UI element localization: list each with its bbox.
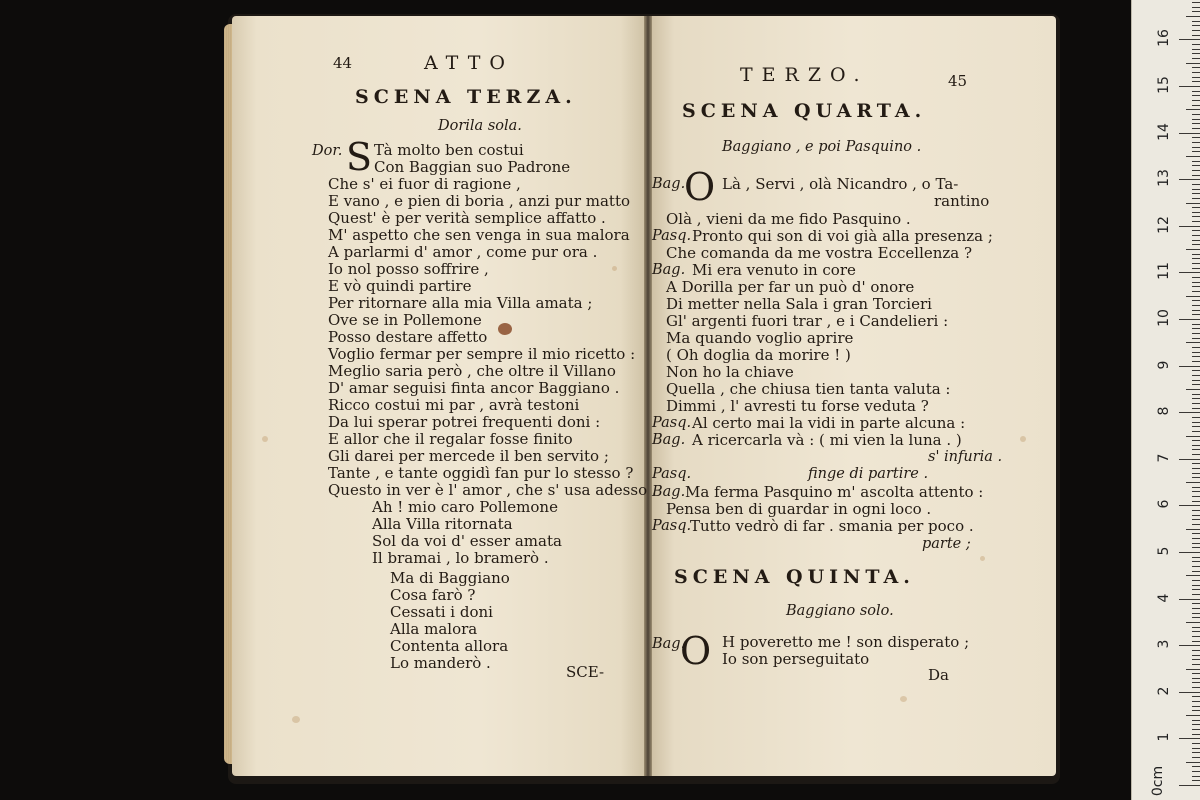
ruler-number: 13 <box>1156 169 1172 188</box>
ruler-number: 3 <box>1156 639 1172 649</box>
verse-line: Ove se in Pollemone <box>328 311 482 329</box>
ruler-tick <box>1179 785 1200 786</box>
pasq-speaker: Pasq. <box>652 466 692 482</box>
ruler-tick <box>1192 91 1200 92</box>
ruler-tick <box>1192 547 1200 548</box>
ruler-tick <box>1186 436 1200 437</box>
ruler-tick <box>1192 198 1200 199</box>
ruler-tick <box>1192 49 1200 50</box>
ruler-tick <box>1192 580 1200 581</box>
ruler-tick <box>1179 552 1200 553</box>
ruler-number: 8 <box>1156 406 1172 416</box>
ruler-tick <box>1192 2 1200 3</box>
song-line: Alla Villa ritornata <box>372 515 513 533</box>
ruler-tick <box>1192 627 1200 628</box>
ruler-number: 5 <box>1156 546 1172 556</box>
ruler-tick <box>1186 622 1200 623</box>
ruler-tick <box>1192 67 1200 68</box>
ruler-tick <box>1192 608 1200 609</box>
verse-line: Meglio saria però , che oltre il Villano <box>328 362 616 380</box>
ruler-tick <box>1192 538 1200 539</box>
ruler-unit-label: 0cm <box>1150 765 1166 797</box>
ruler-tick <box>1192 641 1200 642</box>
ruler-tick <box>1179 412 1200 413</box>
speaker-label: Bag. <box>652 262 686 278</box>
ruler-tick <box>1186 63 1200 64</box>
verse-line: Posso destare affetto <box>328 328 488 346</box>
ruler-tick <box>1192 137 1200 138</box>
left-scene-title: SCENA TERZA. <box>355 86 577 108</box>
ruler-tick <box>1186 16 1200 17</box>
pasq-speaker-3: Pasq. <box>652 518 692 534</box>
ruler-tick <box>1192 571 1200 572</box>
dialogue-line: Al certo mai la vidi in parte alcuna : <box>692 414 966 432</box>
right-stage-direction-2: Baggiano solo. <box>786 603 894 619</box>
ruler-tick <box>1179 505 1200 506</box>
verse-line: Che s' ei fuor di ragione , <box>328 175 521 193</box>
ruler-tick <box>1192 682 1200 683</box>
dialogue-line: Quella , che chiusa tien tanta valuta : <box>666 380 951 398</box>
pasq-line-3: Tutto vedrò di far . smania per poco . <box>690 517 974 535</box>
ruler-tick <box>1192 394 1200 395</box>
ruler-tick <box>1186 669 1200 670</box>
ruler-tick <box>1192 314 1200 315</box>
ruler-tick <box>1192 35 1200 36</box>
left-catchword: SCE- <box>566 663 605 681</box>
ruler-tick <box>1192 771 1200 772</box>
ruler-tick <box>1186 762 1200 763</box>
song-line: Sol da voi d' esser amata <box>372 532 562 550</box>
ruler-tick <box>1192 7 1200 8</box>
ruler-tick <box>1192 603 1200 604</box>
ruler-tick <box>1192 142 1200 143</box>
ruler-tick <box>1192 263 1200 264</box>
ruler-tick <box>1192 184 1200 185</box>
ruler-tick <box>1192 496 1200 497</box>
ruler-tick <box>1192 678 1200 679</box>
ruler-tick <box>1192 207 1200 208</box>
bag-line-2: Ma ferma Pasquino m' ascolta attento : <box>685 483 984 501</box>
right-stage-direction: Baggiano , e poi Pasquino . <box>722 139 922 155</box>
song-line: Cessati i doni <box>390 603 493 621</box>
verse-line: A parlarmi d' amor , come pur ora . <box>328 243 598 261</box>
ruler-tick <box>1186 296 1200 297</box>
ruler-number: 4 <box>1156 593 1172 603</box>
ruler-tick <box>1192 44 1200 45</box>
verse-line: Questo in ver è l' amor , che s' usa adesso . <box>328 481 657 499</box>
ruler-tick <box>1192 114 1200 115</box>
ruler-tick <box>1192 585 1200 586</box>
bag-speaker-2: Bag. <box>652 484 686 500</box>
dialogue-line: ( Oh doglia da morire ! ) <box>666 346 851 364</box>
ruler-tick <box>1179 39 1200 40</box>
ruler-tick <box>1192 426 1200 427</box>
song-line: Ah ! mio caro Pollemone <box>372 498 558 516</box>
ruler-tick <box>1192 659 1200 660</box>
ruler-tick <box>1192 105 1200 106</box>
ruler-number: 7 <box>1156 453 1172 463</box>
right-scene-title-2: SCENA QUINTA. <box>674 566 915 588</box>
ruler-tick <box>1192 170 1200 171</box>
ruler-tick <box>1192 701 1200 702</box>
ruler-tick <box>1192 743 1200 744</box>
ruler-tick <box>1192 119 1200 120</box>
ruler-tick <box>1192 533 1200 534</box>
dialogue-line: A Dorilla per far un può d' onore <box>666 278 915 296</box>
verse-line: Io nol posso soffrire , <box>328 260 489 278</box>
ruler-tick <box>1192 310 1200 311</box>
ruler-tick <box>1192 696 1200 697</box>
ruler-tick <box>1192 710 1200 711</box>
ruler-tick <box>1179 226 1200 227</box>
ruler-tick <box>1186 389 1200 390</box>
final-speaker: Bag. <box>652 636 686 652</box>
left-page-number: 44 <box>333 54 353 72</box>
ruler-tick <box>1186 249 1200 250</box>
ruler-tick <box>1192 780 1200 781</box>
ruler-tick <box>1192 25 1200 26</box>
ruler-tick <box>1192 445 1200 446</box>
ruler-tick <box>1192 650 1200 651</box>
ruler-tick <box>1179 86 1200 87</box>
ruler-tick <box>1186 529 1200 530</box>
ruler-tick <box>1192 543 1200 544</box>
dialogue-line: Mi era venuto in core <box>692 261 856 279</box>
ruler-tick <box>1192 757 1200 758</box>
ruler-tick <box>1192 720 1200 721</box>
ruler-tick <box>1192 268 1200 269</box>
ruler-tick <box>1192 347 1200 348</box>
ruler-tick <box>1192 305 1200 306</box>
ruler-tick <box>1192 189 1200 190</box>
ruler-tick <box>1192 161 1200 162</box>
verse-line: E vano , e pien di boria , anzi pur matto <box>328 192 631 210</box>
ruler-number: 15 <box>1156 76 1172 94</box>
ruler-tick <box>1192 417 1200 418</box>
ruler-tick <box>1192 286 1200 287</box>
ruler-number: 11 <box>1156 262 1172 281</box>
gutter <box>644 16 652 776</box>
ruler-tick <box>1192 328 1200 329</box>
ruler-tick <box>1192 95 1200 96</box>
ruler-number: 6 <box>1156 499 1172 509</box>
verse-line: Voglio fermar per sempre il mio ricetto : <box>328 345 636 363</box>
ruler-tick <box>1192 636 1200 637</box>
ruler-tick <box>1192 338 1200 339</box>
right-running-head: TERZO. <box>740 64 869 86</box>
ruler-tick <box>1192 776 1200 777</box>
ruler-tick <box>1192 128 1200 129</box>
ruler-tick <box>1192 519 1200 520</box>
ruler-tick <box>1192 375 1200 376</box>
ruler-number: 12 <box>1156 215 1172 234</box>
ruler-tick <box>1179 179 1200 180</box>
ruler-tick <box>1192 361 1200 362</box>
ruler-tick <box>1192 235 1200 236</box>
ruler-tick <box>1192 212 1200 213</box>
ruler-tick <box>1192 449 1200 450</box>
right-scene-title: SCENA QUARTA. <box>682 100 927 122</box>
song-line: Lo manderò . <box>390 654 491 672</box>
verse-line: Ricco costui mi par , avrà testoni <box>328 396 580 414</box>
ruler-tick <box>1192 748 1200 749</box>
ruler-tick <box>1192 193 1200 194</box>
final-line-2: Io son perseguitato <box>722 650 870 668</box>
ruler-tick <box>1192 72 1200 73</box>
ruler-tick <box>1186 482 1200 483</box>
bag-line-2b: Pensa ben di guardar in ogni loco . <box>666 500 932 518</box>
ruler-number: 14 <box>1156 122 1172 141</box>
verse-line: Quest' è per verità semplice affatto . <box>328 209 606 227</box>
ruler-number: 1 <box>1156 732 1172 742</box>
ruler-tick <box>1192 631 1200 632</box>
ruler-tick <box>1186 156 1200 157</box>
right-drop-cap: O <box>684 165 716 209</box>
song-line: Contenta allora <box>390 637 509 655</box>
ruler-tick <box>1192 300 1200 301</box>
ruler-tick <box>1186 342 1200 343</box>
ruler-tick <box>1192 487 1200 488</box>
speaker-label: Bag. <box>652 176 686 192</box>
ruler-tick <box>1192 468 1200 469</box>
final-line-1: H poveretto me ! son disperato ; <box>722 633 970 651</box>
ruler-tick <box>1192 729 1200 730</box>
dialogue-line: Ma quando voglio aprire <box>666 329 854 347</box>
ruler-tick <box>1192 501 1200 502</box>
ruler-tick <box>1179 599 1200 600</box>
aside-infuria: s' infuria . <box>928 449 1003 465</box>
ink-stain <box>498 323 512 335</box>
ruler-tick <box>1192 11 1200 12</box>
ruler-tick <box>1192 151 1200 152</box>
speaker-label: Pasq. <box>652 415 692 431</box>
ruler-tick <box>1192 123 1200 124</box>
ruler-tick <box>1192 655 1200 656</box>
ruler-tick <box>1192 706 1200 707</box>
ruler-number: 9 <box>1156 360 1172 370</box>
ruler-tick <box>1192 613 1200 614</box>
ruler-tick <box>1192 324 1200 325</box>
ruler-number: 2 <box>1156 686 1172 696</box>
ruler-tick <box>1192 510 1200 511</box>
ruler-tick <box>1186 715 1200 716</box>
ruler-tick <box>1192 515 1200 516</box>
ruler-tick <box>1179 133 1200 134</box>
ruler-tick <box>1186 109 1200 110</box>
ruler-tick <box>1192 524 1200 525</box>
left-speaker: Dor. <box>312 143 343 159</box>
ruler-tick <box>1192 454 1200 455</box>
ruler-tick <box>1192 440 1200 441</box>
ruler-tick <box>1192 687 1200 688</box>
verse-line: M' aspetto che sen venga in sua malora <box>328 226 630 244</box>
dialogue-line: A ricercarla và : ( mi vien la luna . ) <box>692 431 962 449</box>
verse-line: D' amar seguisi finta ancor Baggiano . <box>328 379 620 397</box>
measurement-ruler <box>1131 0 1200 800</box>
ruler-tick <box>1192 21 1200 22</box>
ruler-tick <box>1192 594 1200 595</box>
ruler-tick <box>1179 459 1200 460</box>
ruler-tick <box>1192 617 1200 618</box>
final-drop-cap: O <box>680 629 712 673</box>
ruler-tick <box>1192 356 1200 357</box>
ruler-tick <box>1192 277 1200 278</box>
dialogue-line: Olà , vieni da me fido Pasquino . <box>666 210 911 228</box>
dialogue-line: Non ho la chiave <box>666 363 794 381</box>
ruler-tick <box>1192 477 1200 478</box>
ruler-tick <box>1192 282 1200 283</box>
dialogue-line: Là , Servi , olà Nicandro , o Ta- <box>722 175 959 193</box>
ruler-tick <box>1179 319 1200 320</box>
ruler-tick <box>1192 53 1200 54</box>
right-page-number: 45 <box>948 72 968 90</box>
ruler-tick <box>1192 370 1200 371</box>
ruler-tick <box>1192 58 1200 59</box>
pasq-direction: finge di partire . <box>808 466 929 482</box>
left-drop-cap: S <box>346 135 373 179</box>
right-catchword: Da <box>928 666 949 684</box>
ruler-tick <box>1192 175 1200 176</box>
ruler-tick <box>1192 766 1200 767</box>
ruler-tick <box>1186 575 1200 576</box>
ruler-tick <box>1192 734 1200 735</box>
ruler-tick <box>1179 692 1200 693</box>
left-stage-direction: Dorila sola. <box>438 118 522 134</box>
ruler-number: 16 <box>1156 29 1172 48</box>
ruler-tick <box>1192 408 1200 409</box>
ruler-tick <box>1192 557 1200 558</box>
song-line: Cosa farò ? <box>390 586 476 604</box>
ruler-tick <box>1192 100 1200 101</box>
parte-direction: parte ; <box>922 536 971 552</box>
ruler-tick <box>1192 380 1200 381</box>
speaker-label: Pasq. <box>652 228 692 244</box>
ruler-tick <box>1192 244 1200 245</box>
ruler-tick <box>1186 203 1200 204</box>
verse-line: Con Baggian suo Padrone <box>374 158 571 176</box>
song-line: Il bramai , lo bramerò . <box>372 549 549 567</box>
ruler-tick <box>1192 216 1200 217</box>
ruler-tick <box>1192 673 1200 674</box>
song-line: Alla malora <box>390 620 478 638</box>
speaker-label: Bag. <box>652 432 686 448</box>
dialogue-line: Che comanda da me vostra Eccellenza ? <box>666 244 973 262</box>
dialogue-line: Di metter nella Sala i gran Torcieri <box>666 295 932 313</box>
song-line: Ma di Baggiano <box>390 569 510 587</box>
ruler-tick <box>1192 352 1200 353</box>
ruler-tick <box>1192 165 1200 166</box>
ruler-tick <box>1192 221 1200 222</box>
verse-line: Tà molto ben costui <box>374 141 524 159</box>
ruler-tick <box>1192 473 1200 474</box>
verse-line: Per ritornare alla mia Villa amata ; <box>328 294 593 312</box>
dialogue-line: Gl' argenti fuori trar , e i Candelieri : <box>666 312 949 330</box>
ruler-tick <box>1192 403 1200 404</box>
left-running-head: ATTO <box>424 52 514 74</box>
ruler-tick <box>1192 77 1200 78</box>
ruler-tick <box>1179 645 1200 646</box>
ruler-tick <box>1192 384 1200 385</box>
dialogue-line: Dimmi , l' avresti tu forse veduta ? <box>666 397 929 415</box>
ruler-number: 10 <box>1156 309 1172 327</box>
ruler-tick <box>1179 272 1200 273</box>
ruler-tick <box>1192 752 1200 753</box>
dialogue-line: rantino <box>934 192 990 210</box>
ruler-tick <box>1192 30 1200 31</box>
ruler-tick <box>1192 81 1200 82</box>
ruler-tick <box>1192 422 1200 423</box>
ruler-tick <box>1192 566 1200 567</box>
ruler-tick <box>1192 589 1200 590</box>
ruler-tick <box>1192 664 1200 665</box>
ruler-tick <box>1192 491 1200 492</box>
ruler-tick <box>1192 147 1200 148</box>
verse-line: E vò quindi partire <box>328 277 472 295</box>
ruler-tick <box>1192 291 1200 292</box>
ruler-tick <box>1192 561 1200 562</box>
ruler-tick <box>1192 230 1200 231</box>
verse-line: Tante , e tante oggidì fan pur lo stesso ? <box>328 464 634 482</box>
ruler-tick <box>1179 738 1200 739</box>
ruler-tick <box>1192 254 1200 255</box>
ruler-tick <box>1192 463 1200 464</box>
ruler-tick <box>1192 240 1200 241</box>
ruler-tick <box>1192 431 1200 432</box>
ruler-tick <box>1192 724 1200 725</box>
verse-line: E allor che il regalar fosse finito <box>328 430 573 448</box>
verse-line: Gli darei per mercede il ben servito ; <box>328 447 609 465</box>
ruler-tick <box>1192 398 1200 399</box>
ruler-tick <box>1192 258 1200 259</box>
ruler-tick <box>1179 366 1200 367</box>
dialogue-line: Pronto qui son di voi già alla presenza ; <box>692 227 993 245</box>
ruler-tick <box>1192 333 1200 334</box>
verse-line: Da lui sperar potrei frequenti doni : <box>328 413 601 431</box>
